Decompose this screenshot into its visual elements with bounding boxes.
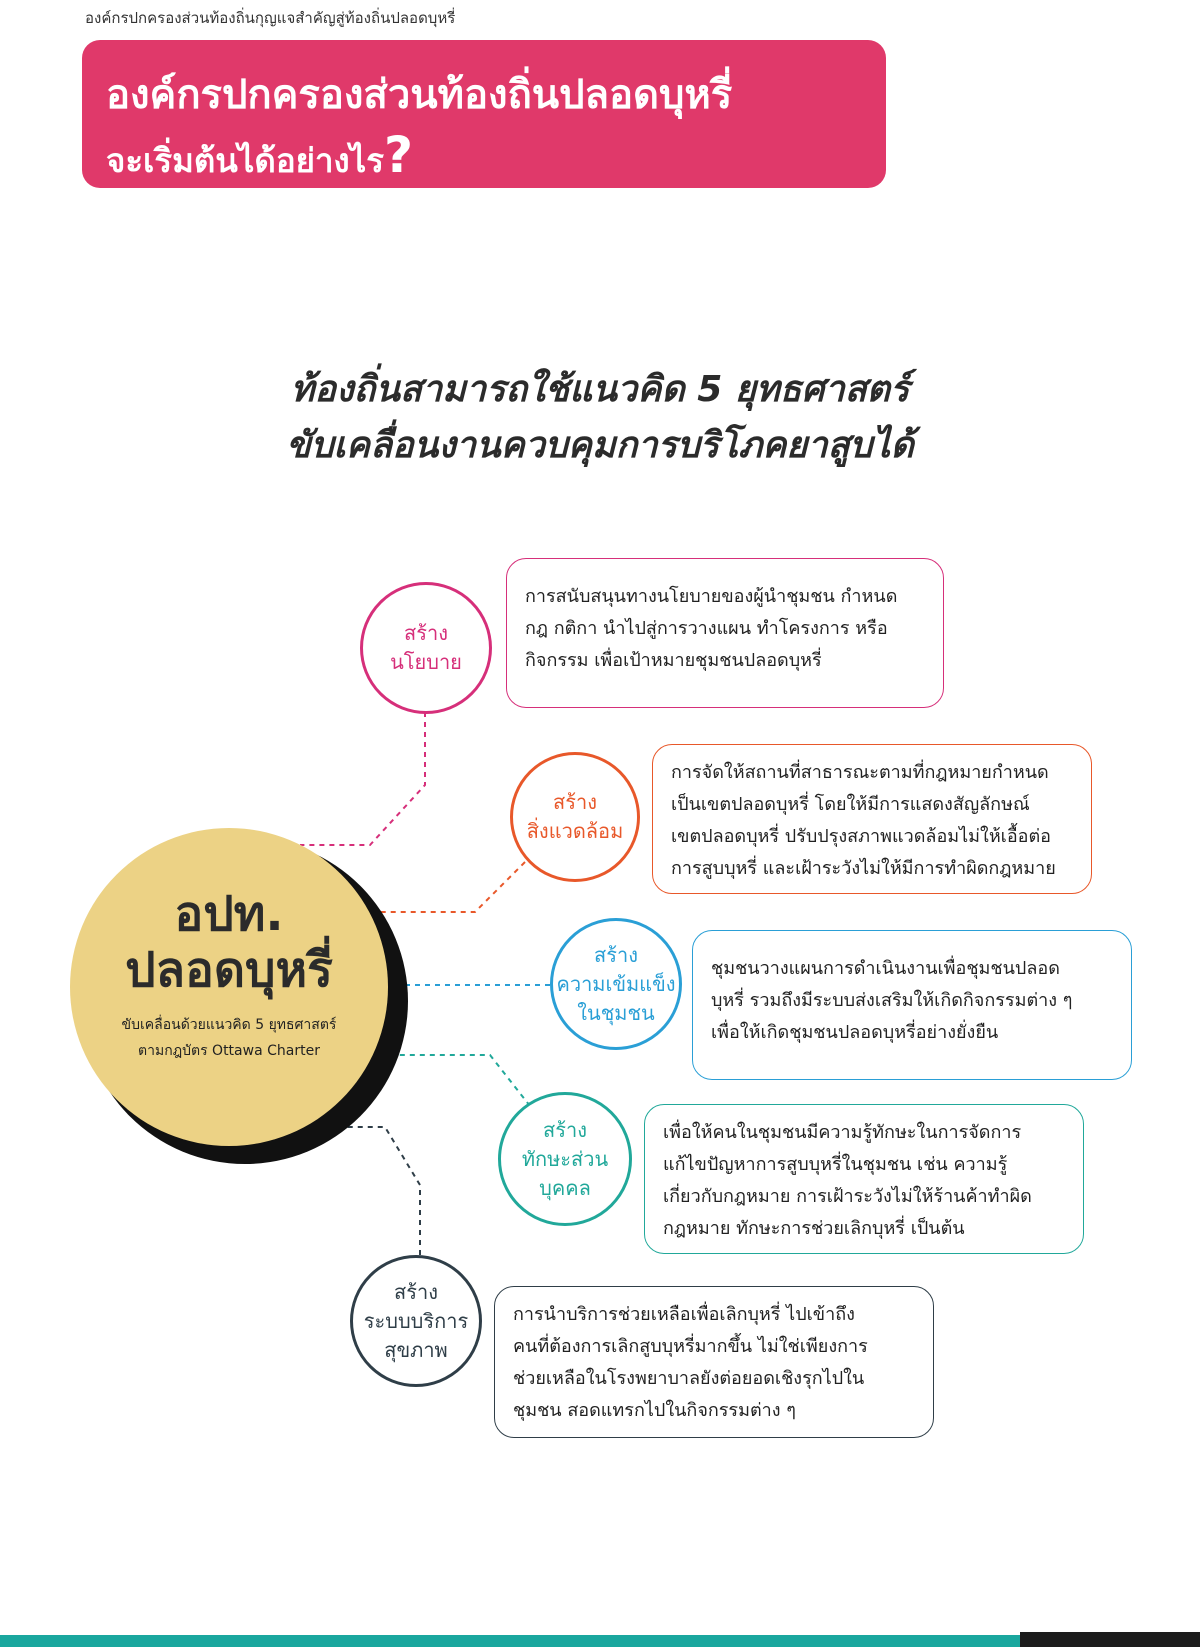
desc-policy-line2: กฎ กติกา นำไปสู่การวางแผน ทำโครงการ หรือ (525, 618, 888, 639)
desc-environment-line3: เขตปลอดบุหรี่ ปรับปรุงสภาพแวดล้อมไม่ให้เอื้อต่อ (671, 826, 1051, 847)
node-skills-line3: บุคคล (539, 1175, 591, 1200)
desc-environment-line1: การจัดให้สถานที่สาธารณะตามที่กฎหมายกำหนด (671, 762, 1049, 783)
desc-skills-line2: แก้ไขปัญหาการสูบบุหรี่ในชุมชน เช่น ความรู้ (663, 1154, 1008, 1175)
node-community-line1: สร้าง (594, 942, 638, 967)
desc-health-service-line3: ช่วยเหลือในโรงพยาบาลยังต่อยอดเชิงรุกไปใน (513, 1368, 865, 1389)
page-subtitle-text: จะเริ่มต้นได้อย่างไร (106, 141, 384, 180)
desc-health-service-line1: การนำบริการช่วยเหลือเพื่อเลิกบุหรี่ ไปเข้าถึง (513, 1304, 855, 1325)
desc-skills (644, 1104, 1084, 1254)
desc-health-service-line4: ชุมชน สอดแทรกไปในกิจกรรมต่าง ๆ (513, 1400, 796, 1421)
center-title-line2: ปลอดบุหรี่ (125, 942, 333, 998)
node-environment-line2: สิ่งแวดล้อม (526, 819, 624, 843)
desc-community-line1: ชุมชนวางแผนการดำเนินงานเพื่อชุมชนปลอด (711, 958, 1060, 979)
desc-skills-line3: เกี่ยวกับกฎหมาย การเฝ้าระวังไม่ให้ร้านค้าทำผิด (663, 1186, 1032, 1207)
subheading-line2: ขับเคลื่อนงานควบคุมการบริโภคยาสูบได้ (286, 425, 914, 466)
node-health-service (350, 1255, 482, 1387)
node-community-line2: ความเข้มแข็ง (556, 971, 676, 996)
desc-health-service-line2: คนที่ต้องการเลิกสูบบุหรี่มากขึ้น ไม่ใช่เพียงการ (513, 1336, 868, 1357)
node-skills-line1: สร้าง (543, 1117, 587, 1142)
node-community-line3: ในชุมชน (577, 1000, 655, 1025)
desc-environment-line2: เป็นเขตปลอดบุหรี่ โดยให้มีการแสดงสัญลักษณ์ (671, 794, 1030, 815)
node-environment (510, 752, 640, 882)
desc-community-line2: บุหรี่ รวมถึงมีระบบส่งเสริมให้เกิดกิจกรรมต่าง ๆ (711, 990, 1073, 1011)
bottom-bar-accent (1020, 1632, 1200, 1647)
node-skills-line2: ทักษะส่วน (521, 1146, 609, 1171)
node-policy-line1: สร้าง (404, 621, 448, 645)
node-health-service-line1: สร้าง (394, 1279, 438, 1304)
desc-community-line3: เพื่อให้เกิดชุมชนปลอดบุหรี่อย่างยั่งยืน (711, 1022, 999, 1043)
desc-skills-line4: กฎหมาย ทักษะการช่วยเลิกบุหรี่ เป็นต้น (663, 1218, 965, 1239)
header-caption: องค์กรปกครองส่วนท้องถิ่นกุญแจสำคัญสู่ท้องถิ่นปลอดบุหรี่ (85, 9, 456, 27)
desc-policy-line3: กิจกรรม เพื่อเป้าหมายชุมชนปลอดบุหรี่ (525, 650, 822, 671)
desc-policy (506, 558, 944, 708)
desc-policy-line1: การสนับสนุนทางนโยบายของผู้นำชุมชน กำหนด (525, 586, 898, 607)
center-title-line1: อปท. (174, 886, 284, 942)
node-health-service-line3: สุขภาพ (384, 1337, 448, 1362)
node-policy-line2: นโยบาย (390, 650, 462, 674)
node-environment-line1: สร้าง (553, 790, 597, 814)
question-mark: ? (383, 126, 413, 184)
page-title: องค์กรปกครองส่วนท้องถิ่นปลอดบุหรี่ (106, 72, 733, 118)
center-subtitle-line1: ขับเคลื่อนด้วยแนวคิด 5 ยุทธศาสตร์ (121, 1017, 337, 1033)
desc-environment (652, 744, 1092, 894)
connector-environment (375, 862, 525, 912)
desc-community (692, 930, 1132, 1080)
center-subtitle-line2: ตามกฎบัตร Ottawa Charter (138, 1043, 320, 1059)
node-health-service-line2: ระบบบริการ (363, 1308, 469, 1333)
node-policy (360, 582, 492, 714)
connector-policy (300, 712, 425, 845)
desc-skills-line1: เพื่อให้คนในชุมชนมีความรู้ทักษะในการจัดการ (663, 1122, 1022, 1143)
desc-health-service (494, 1286, 934, 1438)
node-community (550, 918, 682, 1050)
desc-environment-line4: การสูบบุหรี่ และเฝ้าระวังไม่ให้มีการทำผิดกฎหมาย (671, 858, 1056, 879)
node-skills (498, 1092, 632, 1226)
subheading-line1: ท้องถิ่นสามารถใช้แนวคิด 5 ยุทธศาสตร์ (290, 369, 910, 410)
center-circle (70, 828, 388, 1146)
